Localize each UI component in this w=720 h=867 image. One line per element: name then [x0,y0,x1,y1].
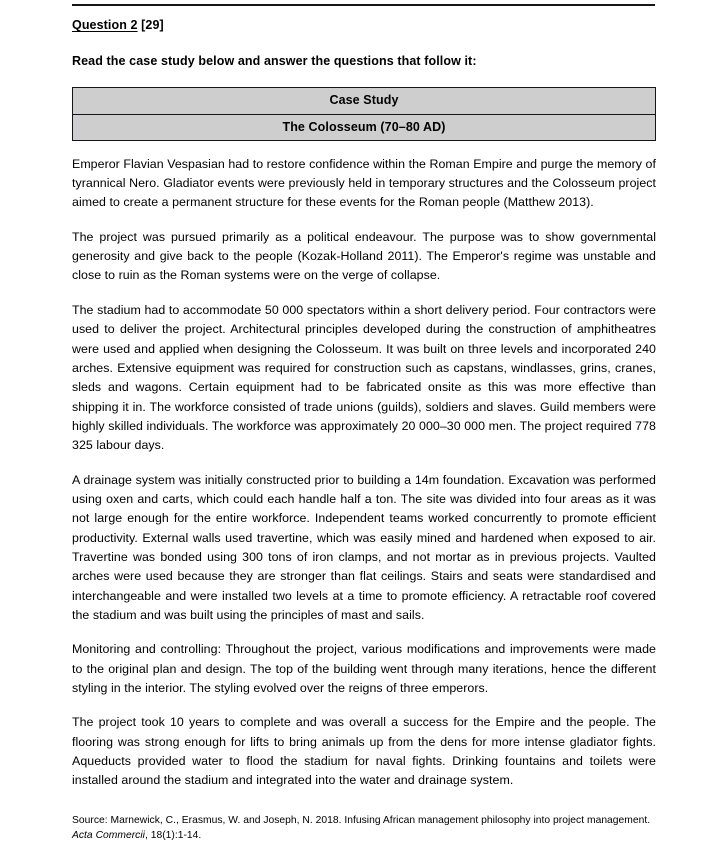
table-row [73,114,656,140]
case-study-paragraph: Monitoring and controlling: Throughout the project, various modifications and improvements were made to the original plan and design. The top of the building went through many iterations, hence the different styling in the interior. The styling evolved over the reigns of three emperors. [72,642,656,695]
case-study-table [72,87,656,141]
case-study-paragraph: Emperor Flavian Vespasian had to restore confidence within the Roman Empire and purge the memory of tyrannical Nero. Gladiator events were previously held in temporary structures and the Colosseum project aimed to create a permanent structure for these events for the Roman people (Matthew 2013). [72,156,656,210]
source-journal-name: Acta Commercii [72,830,145,842]
question-number-label: Question 2 [72,18,138,32]
case-study-paragraph: A drainage system was initially constructed prior to building a 14m foundation. Excavation was performed using oxen and carts, which could each handle half a ton. The site was divided into four areas as it was not large enough for the entire workforce. Independent teams worked concurrently to promote efficient productivity. External walls used travertine, which was easily mined and hardened when exposed to air. Travertine was bonded using 300 tons of iron clamps, and not mortar as in previous projects. Vaulted arches were used because they are stronger than flat ceilings. Stairs and seats were standardised and interchangeable and were installed two levels at a time to promote efficiency. A retractable roof covered the stadium and was built using the principles of mast and sails. [72,472,656,622]
question-marks-label: [29] [137,18,164,32]
source-citation [72,813,656,844]
page-title [72,18,656,34]
case-study-paragraph: The stadium had to accommodate 50 000 spectators within a short delivery period. Four contractors were used to deliver the project. Architectural principles developed during the construction of amphitheatres were used and applied when designing the Colosseum. It was built on three levels and incorporated 240 arches. Extensive equipment was required for construction such as capstans, windlasses, grins, cranes, sleds and wagons. Certain equipment had to be fabricated onsite as this was more effective than shipping it in. The workforce consisted of trade unions (guilds), soldiers and slaves. Guild members were highly skilled individuals. The workforce was approximately 20 000–30 000 men. The project required 778 325 labour days. [72,302,656,453]
table-row [73,88,656,114]
source-citation-suffix: , 18(1):1-14. [144,830,202,842]
case-study-title-cell: The Colosseum (70–80 AD) [73,114,656,140]
instruction-text: Read the case study below and answer the questions that follow it: [72,53,477,68]
case-study-header-cell: Case Study [73,88,656,114]
source-citation-prefix: Source: Marnewick, C., Erasmus, W. and Joseph, N. 2018. Infusing African management philosophy into project management. [72,814,651,826]
document-content [72,4,656,844]
case-study-paragraph: The project was pursued primarily as a political endeavour. The purpose was to show governmental generosity and give back to the people (Kozak-Holland 2011). The Emperor's regime was unstable and close to ruin as the Roman systems were on the verge of collapse. [72,229,656,283]
case-study-paragraph: The project took 10 years to complete and was overall a success for the Empire and the people. The flooring was strong enough for lifts to bring animals up from the dens for more intense gladiator fights. Aqueducts provided water to flood the stadium for naval fights. Drinking fountains and toilets were installed around the stadium and integrated into the water and drainage system. [72,715,656,788]
